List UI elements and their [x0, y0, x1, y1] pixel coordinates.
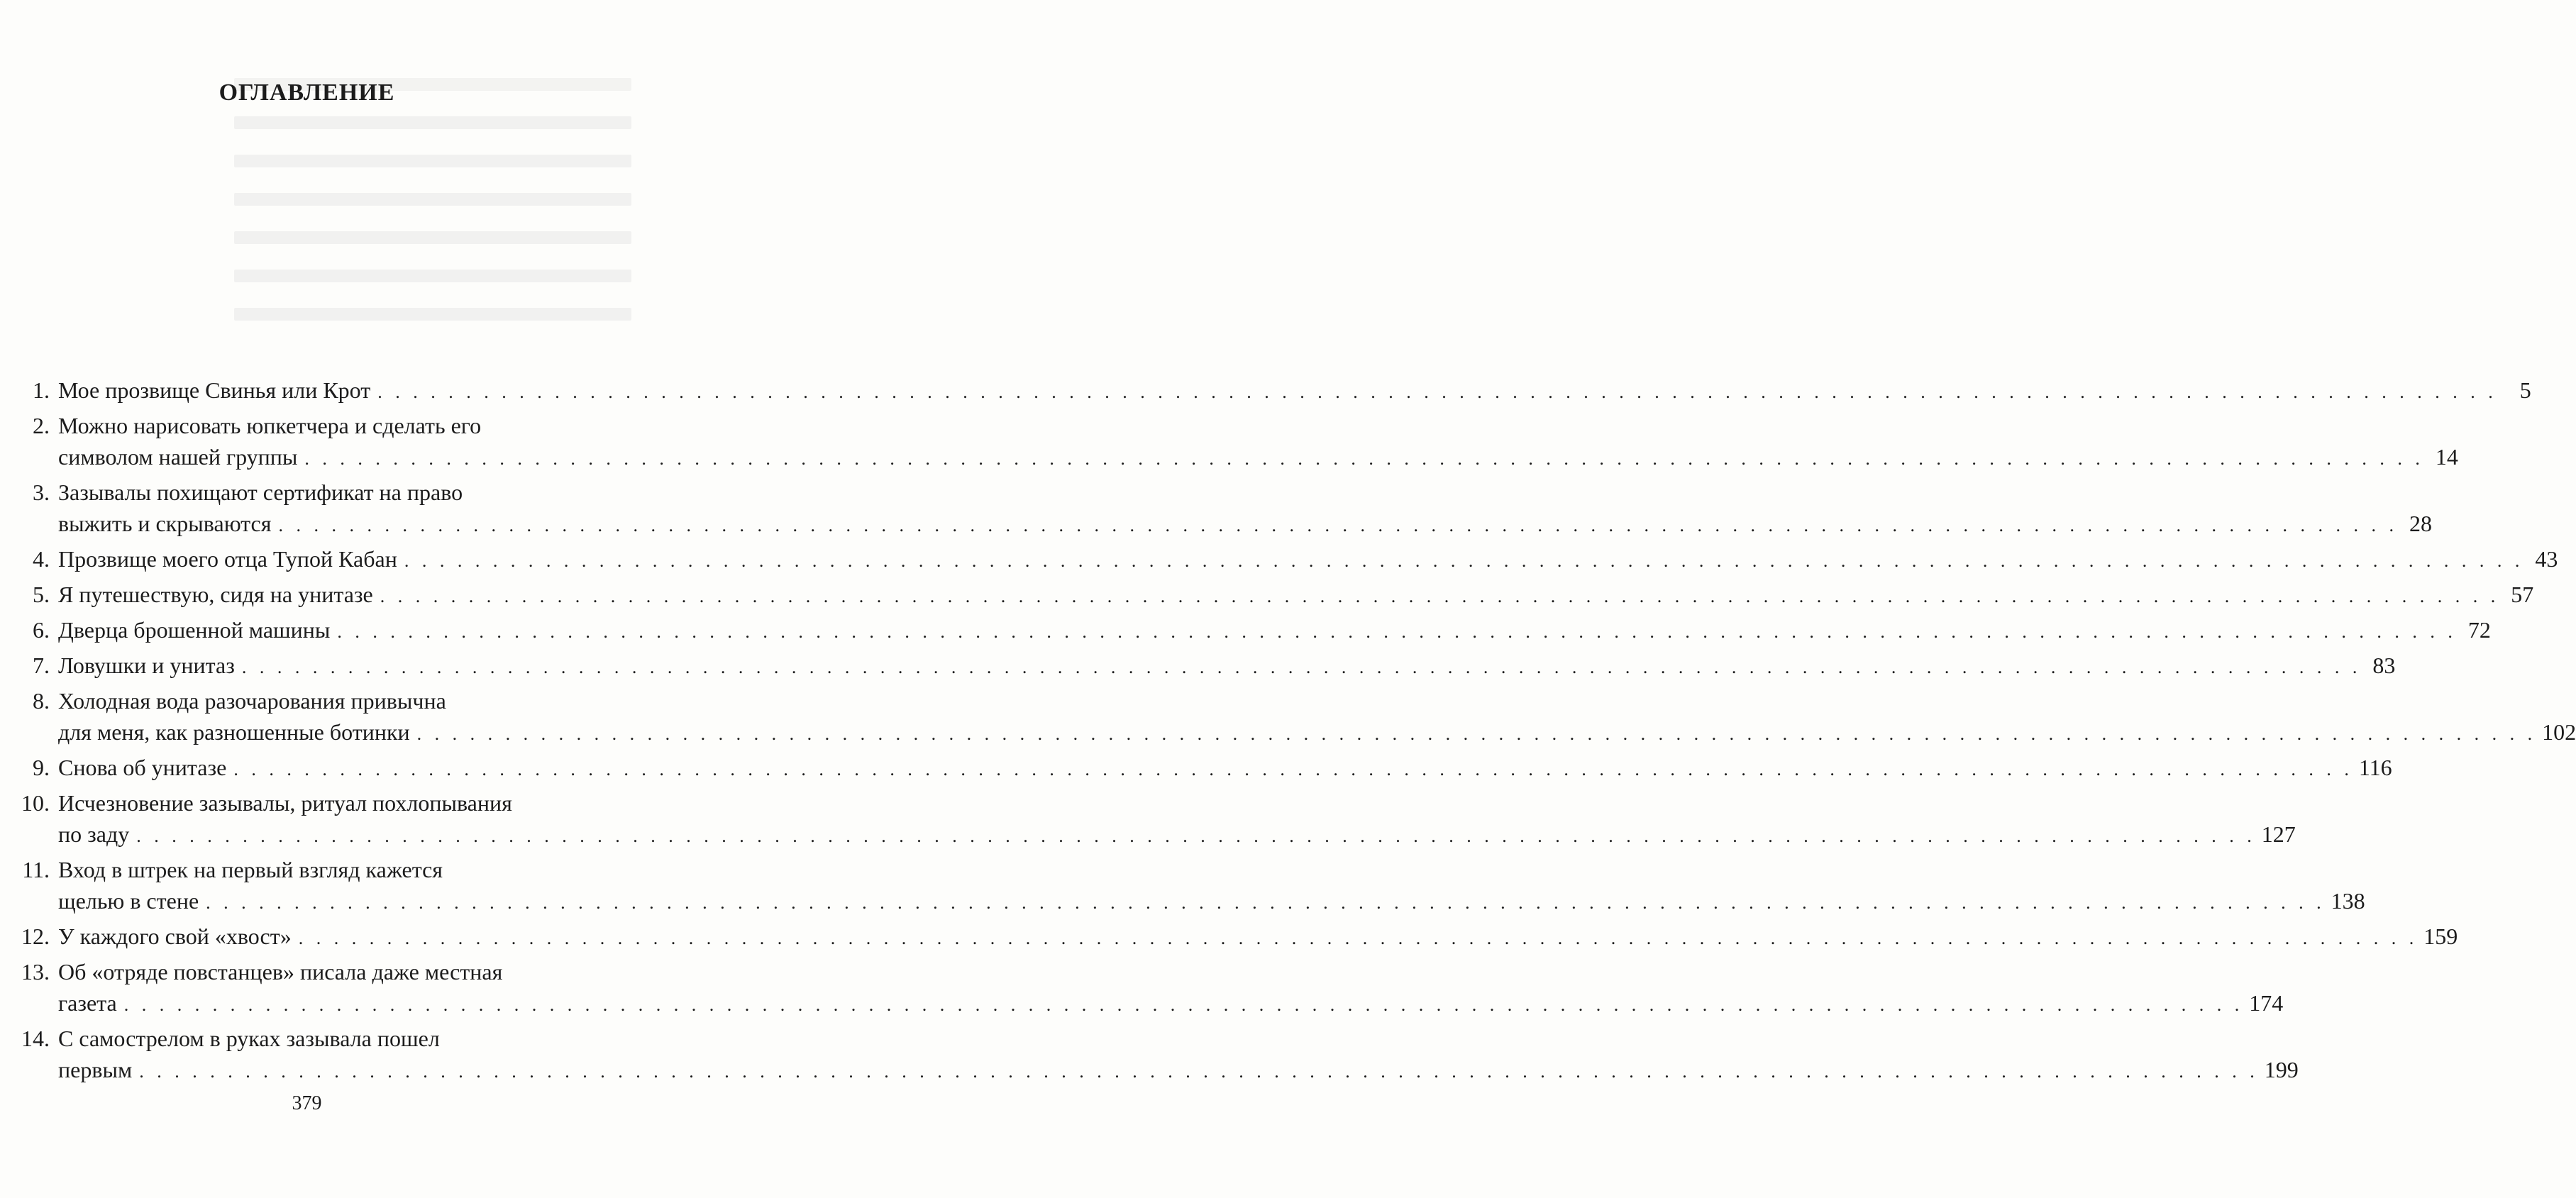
toc-entry — [0, 787, 2296, 850]
dot-leader: . . . . . . . . . . . . . . . . . . . . . . . . . . . . . . . . . . . . . . . . . . . . . . . . . . . . . . . . . . . . . . . . . . . . . . . . . . . . . . . . . . . . . . . . . . . . . . . . . . . . . . . . . . . . . . . . . . . . . . . . — [416, 723, 2537, 744]
entry-title-line: газета — [58, 990, 117, 1016]
toc-entry — [0, 921, 2458, 952]
entry-title — [58, 1023, 2299, 1085]
entry-title-last-line — [58, 650, 2396, 681]
entry-title-last-line — [58, 375, 2531, 406]
entry-number: 5. — [33, 582, 50, 607]
dot-leader: . . . . . . . . . . . . . . . . . . . . . . . . . . . . . . . . . . . . . . . . . . . . . . . . . . . . . . . . . . . . . . . . . . . . . . . . . . . . . . . . . . . . . . . . . . . . . . . . . . . . . . . . . . . . . . . . . . . . . . . . — [337, 621, 2457, 642]
entry-title-line: С самострелом в руках зазывала пошел — [58, 1026, 440, 1051]
show-through-text — [234, 78, 631, 362]
entry-title-line: Исчезновение зазывалы, ритуал похлопывания — [58, 790, 512, 816]
toc-entry — [0, 410, 2458, 472]
entry-title — [58, 579, 2534, 610]
dot-leader: . . . . . . . . . . . . . . . . . . . . . . . . . . . . . . . . . . . . . . . . . . . . . . . . . . . . . . . . . . . . . . . . . . . . . . . . . . . . . . . . . . . . . . . . . . . . . . . . . . . . . . . . . . . . . . . . . . . . . . . . — [380, 586, 2500, 606]
dot-leader: . . . . . . . . . . . . . . . . . . . . . . . . . . . . . . . . . . . . . . . . . . . . . . . . . . . . . . . . . . . . . . . . . . . . . . . . . . . . . . . . . . . . . . . . . . . . . . . . . . . . . . . . . . . . . . . . . . . . . . . . — [136, 826, 2256, 846]
entry-page-number: 5 — [2519, 377, 2531, 403]
entry-title — [58, 543, 2558, 575]
dot-leader: . . . . . . . . . . . . . . . . . . . . . . . . . . . . . . . . . . . . . . . . . . . . . . . . . . . . . . . . . . . . . . . . . . . . . . . . . . . . . . . . . . . . . . . . . . . . . . . . . . . . . . . . . . . . . . . . . . . . . . . . — [139, 1061, 2259, 1082]
toc-heading: ОГЛАВЛЕНИЕ — [219, 79, 395, 106]
entry-number: 8. — [33, 688, 50, 714]
entry-title-last-line — [58, 614, 2491, 645]
dot-leader: . . . . . . . . . . . . . . . . . . . . . . . . . . . . . . . . . . . . . . . . . . . . . . . . . . . . . . . . . . . . . . . . . . . . . . . . . . . . . . . . . . . . . . . . . . . . . . . . . . . . . . . . . . . . . . . . . . . . . . . . — [278, 515, 2398, 536]
toc-entry — [0, 375, 2531, 406]
entry-title — [58, 650, 2396, 681]
entry-title — [58, 854, 2365, 916]
entry-number: 3. — [33, 479, 50, 505]
entry-number: 4. — [33, 546, 50, 572]
entry-page-number: 127 — [2261, 821, 2296, 847]
entry-title-line: Вход в штрек на первый взгляд кажется — [58, 857, 443, 882]
entry-title-line: Холодная вода разочарования привычна — [58, 688, 446, 714]
dot-leader: . . . . . . . . . . . . . . . . . . . . . . . . . . . . . . . . . . . . . . . . . . . . . . . . . . . . . . . . . . . . . . . . . . . . . . . . . . . . . . . . . . . . . . . . . . . . . . . . . . . . . . . . . . . . . . . . . . . . . . . . — [206, 892, 2326, 913]
toc-entry — [0, 579, 2534, 610]
dot-leader: . . . . . . . . . . . . . . . . . . . . . . . . . . . . . . . . . . . . . . . . . . . . . . . . . . . . . . . . . . . . . . . . . . . . . . . . . . . . . . . . . . . . . . . . . . . . . . . . . . . . . . . . . . . . . . . . . . . . . . . . — [233, 759, 2353, 780]
entry-page-number: 159 — [2423, 924, 2458, 949]
dot-leader: . . . . . . . . . . . . . . . . . . . . . . . . . . . . . . . . . . . . . . . . . . . . . . . . . . . . . . . . . . . . . . . . . . . . . . . . . . . . . . . . . . . . . . . . . . . . . . . . . . . . . . . . . . . . . . . . . . . . . . . . — [123, 994, 2244, 1015]
dot-leader: . . . . . . . . . . . . . . . . . . . . . . . . . . . . . . . . . . . . . . . . . . . . . . . . . . . . . . . . . . . . . . . . . . . . . . . . . . . . . . . . . . . . . . . . . . . . . . . . . . . . . . . . . . . . . . . . . . . . . . . . — [304, 448, 2424, 469]
entry-page-number: 138 — [2331, 888, 2365, 914]
toc-entry — [0, 685, 2576, 748]
entry-title-last-line — [58, 543, 2558, 575]
entry-number: 13. — [21, 959, 50, 985]
entry-title — [58, 375, 2531, 406]
entry-title-last-line — [58, 752, 2392, 783]
entry-number: 10. — [21, 790, 50, 816]
entry-title-line: Снова об унитазе — [58, 755, 227, 780]
toc-entry — [0, 956, 2284, 1019]
entry-title-last-line — [58, 579, 2534, 610]
entry-title-line: щелью в стене — [58, 888, 199, 914]
page-number: 379 — [292, 1092, 322, 1114]
entry-title-last-line — [58, 508, 2432, 539]
entry-number: 6. — [33, 617, 50, 643]
toc-entry — [0, 543, 2558, 575]
entry-title-line: У каждого свой «хвост» — [58, 924, 292, 949]
entry-number: 2. — [33, 413, 50, 438]
entry-number: 11. — [22, 857, 50, 882]
entry-number: 7. — [33, 653, 50, 678]
entry-title-last-line — [58, 921, 2458, 952]
entry-title — [58, 921, 2458, 952]
entry-title-last-line — [58, 819, 2296, 850]
entry-title-line: выжить и скрываются — [58, 511, 272, 536]
entry-title-line: по заду — [58, 821, 130, 847]
entry-title-last-line — [58, 1054, 2299, 1085]
entry-title — [58, 614, 2491, 645]
toc-entry — [0, 650, 2396, 681]
entry-page-number: 43 — [2535, 546, 2558, 572]
entry-title-line: Я путешествую, сидя на унитазе — [58, 582, 373, 607]
table-of-contents — [0, 375, 2576, 1089]
entry-title-line: Об «отряде повстанцев» писала даже местная — [58, 959, 503, 985]
entry-title-line: Можно нарисовать юпкетчера и сделать его — [58, 413, 482, 438]
toc-entry — [0, 1023, 2299, 1085]
entry-title — [58, 410, 2458, 472]
entry-page-number: 57 — [2511, 582, 2534, 607]
entry-number: 9. — [33, 755, 50, 780]
toc-entry — [0, 752, 2392, 783]
entry-title-last-line — [58, 885, 2365, 916]
toc-entry — [0, 477, 2432, 539]
dot-leader: . . . . . . . . . . . . . . . . . . . . . . . . . . . . . . . . . . . . . . . . . . . . . . . . . . . . . . . . . . . . . . . . . . . . . . . . . . . . . . . . . . . . . . . . . . . . . . . . . . . . . . . . . . . . . . . . . . . . . . . . — [404, 550, 2524, 571]
entry-page-number: 83 — [2372, 653, 2396, 678]
toc-entry — [0, 854, 2365, 916]
entry-page-number: 102 — [2542, 719, 2576, 745]
entry-title-line: Зазывалы похищают сертификат на право — [58, 479, 463, 505]
entry-page-number: 116 — [2358, 755, 2392, 780]
entry-title — [58, 685, 2576, 748]
entry-title — [58, 956, 2284, 1019]
entry-title-last-line — [58, 716, 2576, 748]
entry-page-number: 174 — [2249, 990, 2284, 1016]
entry-page-number: 14 — [2435, 444, 2458, 470]
toc-entry — [0, 614, 2491, 645]
dot-leader: . . . . . . . . . . . . . . . . . . . . . . . . . . . . . . . . . . . . . . . . . . . . . . . . . . . . . . . . . . . . . . . . . . . . . . . . . . . . . . . . . . . . . . . . . . . . . . . . . . . . . . . . . . . . . . . . . . . . . . . . — [298, 928, 2419, 948]
entry-number: 14. — [21, 1026, 50, 1051]
entry-title-line: первым — [58, 1057, 133, 1082]
entry-page-number: 72 — [2467, 617, 2491, 643]
entry-title-line: Ловушки и унитаз — [58, 653, 235, 678]
entry-title-last-line — [58, 441, 2458, 472]
entry-title — [58, 477, 2432, 539]
dot-leader: . . . . . . . . . . . . . . . . . . . . . . . . . . . . . . . . . . . . . . . . . . . . . . . . . . . . . . . . . . . . . . . . . . . . . . . . . . . . . . . . . . . . . . . . . . . . . . . . . . . . . . . . . . . . . . . . . . . . . . . . — [377, 382, 2497, 402]
entry-title-line: Мое прозвище Свинья или Крот — [58, 377, 371, 403]
entry-title — [58, 752, 2392, 783]
entry-title-line: Прозвище моего отца Тупой Кабан — [58, 546, 397, 572]
entry-title — [58, 787, 2296, 850]
entry-page-number: 199 — [2264, 1057, 2299, 1082]
entry-title-line: Дверца брошенной машины — [58, 617, 331, 643]
entry-title-line: для меня, как разношенные ботинки — [58, 719, 410, 745]
entry-number: 1. — [33, 377, 50, 403]
dot-leader: . . . . . . . . . . . . . . . . . . . . . . . . . . . . . . . . . . . . . . . . . . . . . . . . . . . . . . . . . . . . . . . . . . . . . . . . . . . . . . . . . . . . . . . . . . . . . . . . . . . . . . . . . . . . . . . . . . . . . . . . — [241, 657, 2362, 677]
entry-page-number: 28 — [2409, 511, 2432, 536]
entry-number: 12. — [21, 924, 50, 949]
entry-title-last-line — [58, 987, 2284, 1019]
entry-title-line: символом нашей группы — [58, 444, 298, 470]
